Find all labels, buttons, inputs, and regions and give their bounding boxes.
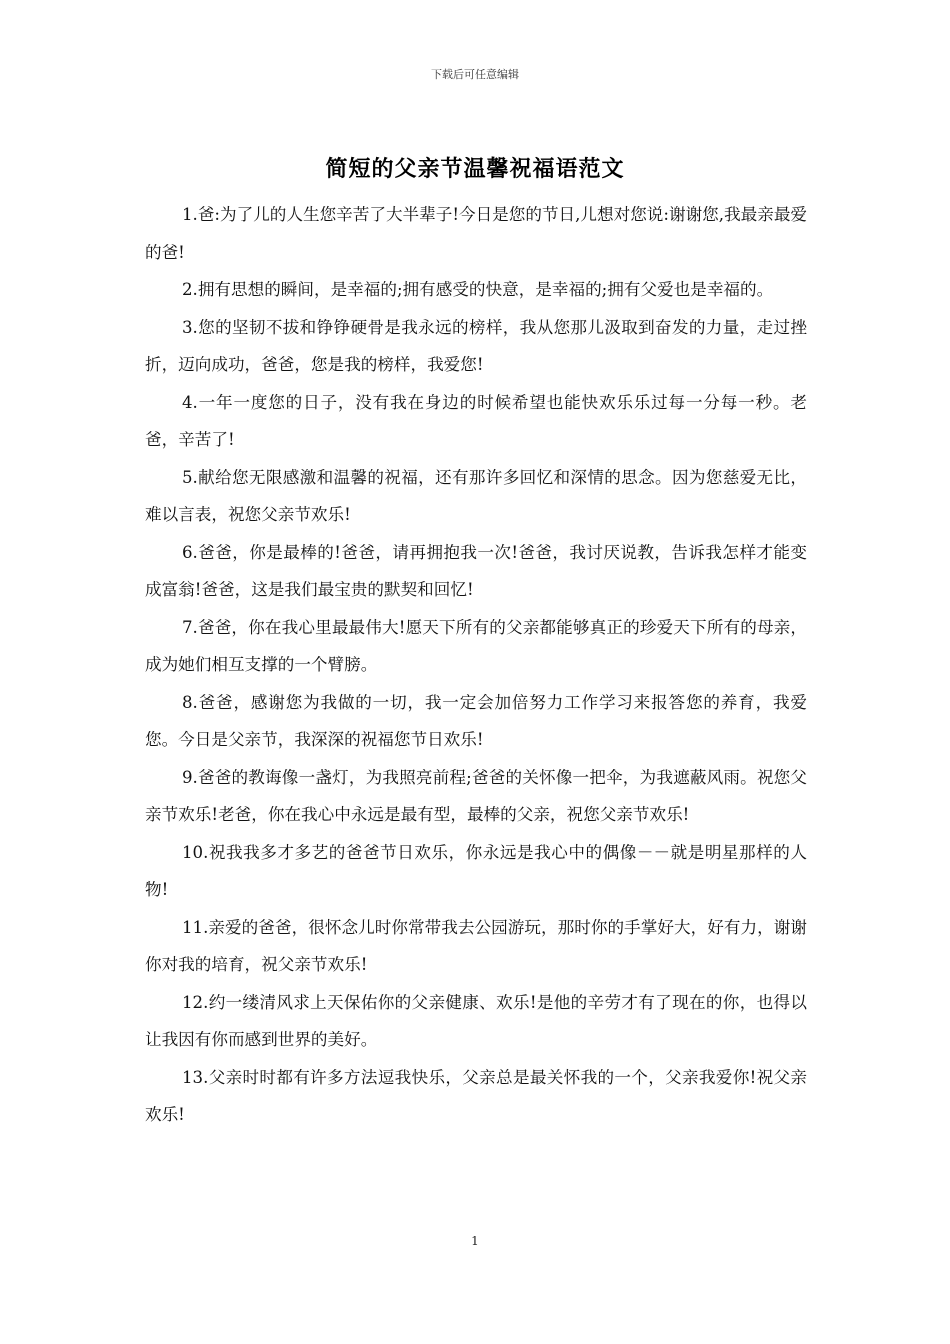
paragraph-8: 8.爸爸，感谢您为我做的一切，我一定会加倍努力工作学习来报答您的养育，我爱您。今日是父亲节，我深深的祝福您节日欢乐!: [145, 692, 807, 749]
page-number: 1: [471, 1234, 479, 1248]
paragraph-5: 5.献给您无限感激和温馨的祝福，还有那许多回忆和深情的思念。因为您慈爱无比，难以言表，祝您父亲节欢乐!: [145, 467, 807, 524]
paragraph-4: 4.一年一度您的日子，没有我在身边的时候希望也能快欢乐乐过每一分每一秒。老爸，辛苦了!: [145, 392, 807, 449]
paragraph-7: 7.爸爸，你在我心里最最伟大!愿天下所有的父亲都能够真正的珍爱天下所有的母亲，成为她们相互支撑的一个臂膀。: [145, 617, 807, 674]
paragraph-10: 10.祝我我多才多艺的爸爸节日欢乐，你永远是我心中的偶像－－就是明星那样的人物!: [145, 842, 807, 899]
paragraph-3: 3.您的坚韧不拔和铮铮硬骨是我永远的榜样，我从您那儿汲取到奋发的力量，走过挫折，迈向成功，爸爸，您是我的榜样，我爱您!: [145, 317, 807, 374]
document-body: [145, 196, 807, 1134]
paragraph-12: 12.约一缕清风求上天保佑你的父亲健康、欢乐!是他的辛劳才有了现在的你，也得以让我因有你而感到世界的美好。: [145, 992, 807, 1049]
paragraph-2: 2.拥有思想的瞬间，是幸福的;拥有感受的快意，是幸福的;拥有父爱也是幸福的。: [182, 280, 774, 299]
paragraph-13: 13.父亲时时都有许多方法逗我快乐，父亲总是最关怀我的一个，父亲我爱你!祝父亲欢乐!: [145, 1067, 807, 1124]
document-title: 简短的父亲节温馨祝福语范文: [325, 156, 625, 182]
paragraph-9: 9.爸爸的教诲像一盏灯，为我照亮前程;爸爸的关怀像一把伞，为我遮蔽风雨。祝您父亲节欢乐!老爸，你在我心中永远是最有型，最棒的父亲，祝您父亲节欢乐!: [145, 767, 807, 824]
paragraph-6: 6.爸爸，你是最棒的!爸爸，请再拥抱我一次!爸爸，我讨厌说教，告诉我怎样才能变成富翁!爸爸，这是我们最宝贵的默契和回忆!: [145, 542, 807, 599]
header-note: 下载后可任意编辑: [431, 68, 519, 81]
paragraph-11: 11.亲爱的爸爸，很怀念儿时你常带我去公园游玩，那时你的手掌好大，好有力，谢谢你对我的培育，祝父亲节欢乐!: [145, 917, 807, 974]
paragraph-1: 1.爸:为了儿的人生您辛苦了大半辈子!今日是您的节日,儿想对您说:谢谢您,我最亲最爱的爸!: [145, 205, 808, 262]
